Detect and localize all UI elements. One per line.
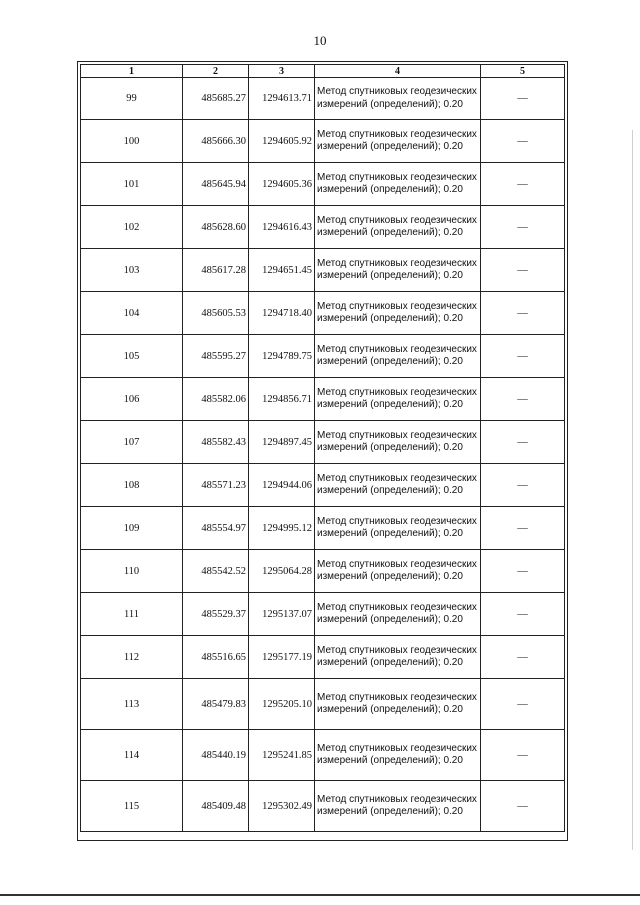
note-cell: — [481, 78, 565, 120]
method-cell: Метод спутниковых геодезических измерений (определений); 0.20 [315, 730, 481, 781]
header-cell-5: 5 [481, 65, 565, 78]
method-cell: Метод спутниковых геодезических измерений (определений); 0.20 [315, 464, 481, 507]
note-cell: — [481, 206, 565, 249]
method-cell: Метод спутниковых геодезических измерений (определений); 0.20 [315, 781, 481, 832]
coordinate-y-cell: 1294616.43 [249, 206, 315, 249]
header-cell-1: 1 [81, 65, 183, 78]
point-number-cell: 107 [81, 421, 183, 464]
method-cell: Метод спутниковых геодезических измерений (определений); 0.20 [315, 206, 481, 249]
coordinate-y-cell: 1294718.40 [249, 292, 315, 335]
method-cell: Метод спутниковых геодезических измерений (определений); 0.20 [315, 120, 481, 163]
table-row [81, 730, 565, 781]
header-cell-3: 3 [249, 65, 315, 78]
table-row [81, 78, 565, 120]
table-row [81, 507, 565, 550]
header-cell-2: 2 [183, 65, 249, 78]
point-number-cell: 109 [81, 507, 183, 550]
table-row [81, 163, 565, 206]
method-cell: Метод спутниковых геодезических измерений (определений); 0.20 [315, 292, 481, 335]
point-number-cell: 112 [81, 636, 183, 679]
coordinate-x-cell: 485516.65 [183, 636, 249, 679]
table-row [81, 249, 565, 292]
coordinate-x-cell: 485440.19 [183, 730, 249, 781]
note-cell: — [481, 550, 565, 593]
point-number-cell: 103 [81, 249, 183, 292]
point-number-cell: 114 [81, 730, 183, 781]
point-number-cell: 110 [81, 550, 183, 593]
table-row [81, 679, 565, 730]
table-row [81, 335, 565, 378]
point-number-cell: 115 [81, 781, 183, 832]
note-cell: — [481, 120, 565, 163]
point-number-cell: 113 [81, 679, 183, 730]
coordinate-y-cell: 1294605.36 [249, 163, 315, 206]
method-cell: Метод спутниковых геодезических измерений (определений); 0.20 [315, 507, 481, 550]
note-cell: — [481, 335, 565, 378]
coordinate-y-cell: 1295241.85 [249, 730, 315, 781]
coordinate-x-cell: 485582.06 [183, 378, 249, 421]
method-cell: Метод спутниковых геодезических измерений (определений); 0.20 [315, 679, 481, 730]
scan-edge-line [632, 130, 633, 850]
point-number-cell: 104 [81, 292, 183, 335]
header-cell-4: 4 [315, 65, 481, 78]
table-row [81, 636, 565, 679]
note-cell: — [481, 507, 565, 550]
coordinate-x-cell: 485542.52 [183, 550, 249, 593]
method-cell: Метод спутниковых геодезических измерений (определений); 0.20 [315, 78, 481, 120]
coordinate-y-cell: 1295205.10 [249, 679, 315, 730]
note-cell: — [481, 781, 565, 832]
note-cell: — [481, 593, 565, 636]
point-number-cell: 99 [81, 78, 183, 120]
point-number-cell: 111 [81, 593, 183, 636]
table-body [81, 78, 565, 832]
point-number-cell: 106 [81, 378, 183, 421]
coordinate-y-cell: 1295302.49 [249, 781, 315, 832]
table-row [81, 292, 565, 335]
note-cell: — [481, 464, 565, 507]
note-cell: — [481, 679, 565, 730]
coordinate-x-cell: 485554.97 [183, 507, 249, 550]
note-cell: — [481, 163, 565, 206]
coordinate-x-cell: 485595.27 [183, 335, 249, 378]
coordinate-x-cell: 485628.60 [183, 206, 249, 249]
table-row [81, 206, 565, 249]
method-cell: Метод спутниковых геодезических измерений (определений); 0.20 [315, 378, 481, 421]
point-number-cell: 108 [81, 464, 183, 507]
method-cell: Метод спутниковых геодезических измерений (определений); 0.20 [315, 636, 481, 679]
coordinates-table [80, 64, 565, 832]
table-row [81, 120, 565, 163]
note-cell: — [481, 636, 565, 679]
point-number-cell: 105 [81, 335, 183, 378]
table-row [81, 593, 565, 636]
coordinate-y-cell: 1294897.45 [249, 421, 315, 464]
coordinate-x-cell: 485582.43 [183, 421, 249, 464]
table-row [81, 378, 565, 421]
method-cell: Метод спутниковых геодезических измерений (определений); 0.20 [315, 421, 481, 464]
table-header-row [81, 65, 565, 78]
method-cell: Метод спутниковых геодезических измерений (определений); 0.20 [315, 593, 481, 636]
coordinate-x-cell: 485645.94 [183, 163, 249, 206]
coordinate-y-cell: 1295137.07 [249, 593, 315, 636]
coordinate-y-cell: 1294651.45 [249, 249, 315, 292]
note-cell: — [481, 292, 565, 335]
page-number: 10 [313, 33, 327, 48]
coordinate-y-cell: 1295177.19 [249, 636, 315, 679]
method-cell: Метод спутниковых геодезических измерений (определений); 0.20 [315, 550, 481, 593]
table-row [81, 550, 565, 593]
table-row [81, 464, 565, 507]
note-cell: — [481, 730, 565, 781]
method-cell: Метод спутниковых геодезических измерений (определений); 0.20 [315, 335, 481, 378]
coordinate-x-cell: 485529.37 [183, 593, 249, 636]
coordinate-x-cell: 485479.83 [183, 679, 249, 730]
coordinate-y-cell: 1294613.71 [249, 78, 315, 120]
coordinate-x-cell: 485605.53 [183, 292, 249, 335]
method-cell: Метод спутниковых геодезических измерений (определений); 0.20 [315, 163, 481, 206]
coordinate-y-cell: 1294944.06 [249, 464, 315, 507]
coordinate-y-cell: 1295064.28 [249, 550, 315, 593]
table-row [81, 421, 565, 464]
point-number-cell: 101 [81, 163, 183, 206]
coordinate-y-cell: 1294605.92 [249, 120, 315, 163]
point-number-cell: 102 [81, 206, 183, 249]
coordinate-y-cell: 1294995.12 [249, 507, 315, 550]
coordinate-x-cell: 485617.28 [183, 249, 249, 292]
note-cell: — [481, 421, 565, 464]
coordinate-y-cell: 1294789.75 [249, 335, 315, 378]
note-cell: — [481, 378, 565, 421]
coordinate-x-cell: 485666.30 [183, 120, 249, 163]
note-cell: — [481, 249, 565, 292]
coordinate-x-cell: 485685.27 [183, 78, 249, 120]
coordinate-x-cell: 485409.48 [183, 781, 249, 832]
point-number-cell: 100 [81, 120, 183, 163]
table-row [81, 781, 565, 832]
bottom-rule [0, 894, 640, 896]
coordinate-y-cell: 1294856.71 [249, 378, 315, 421]
coordinate-x-cell: 485571.23 [183, 464, 249, 507]
method-cell: Метод спутниковых геодезических измерений (определений); 0.20 [315, 249, 481, 292]
